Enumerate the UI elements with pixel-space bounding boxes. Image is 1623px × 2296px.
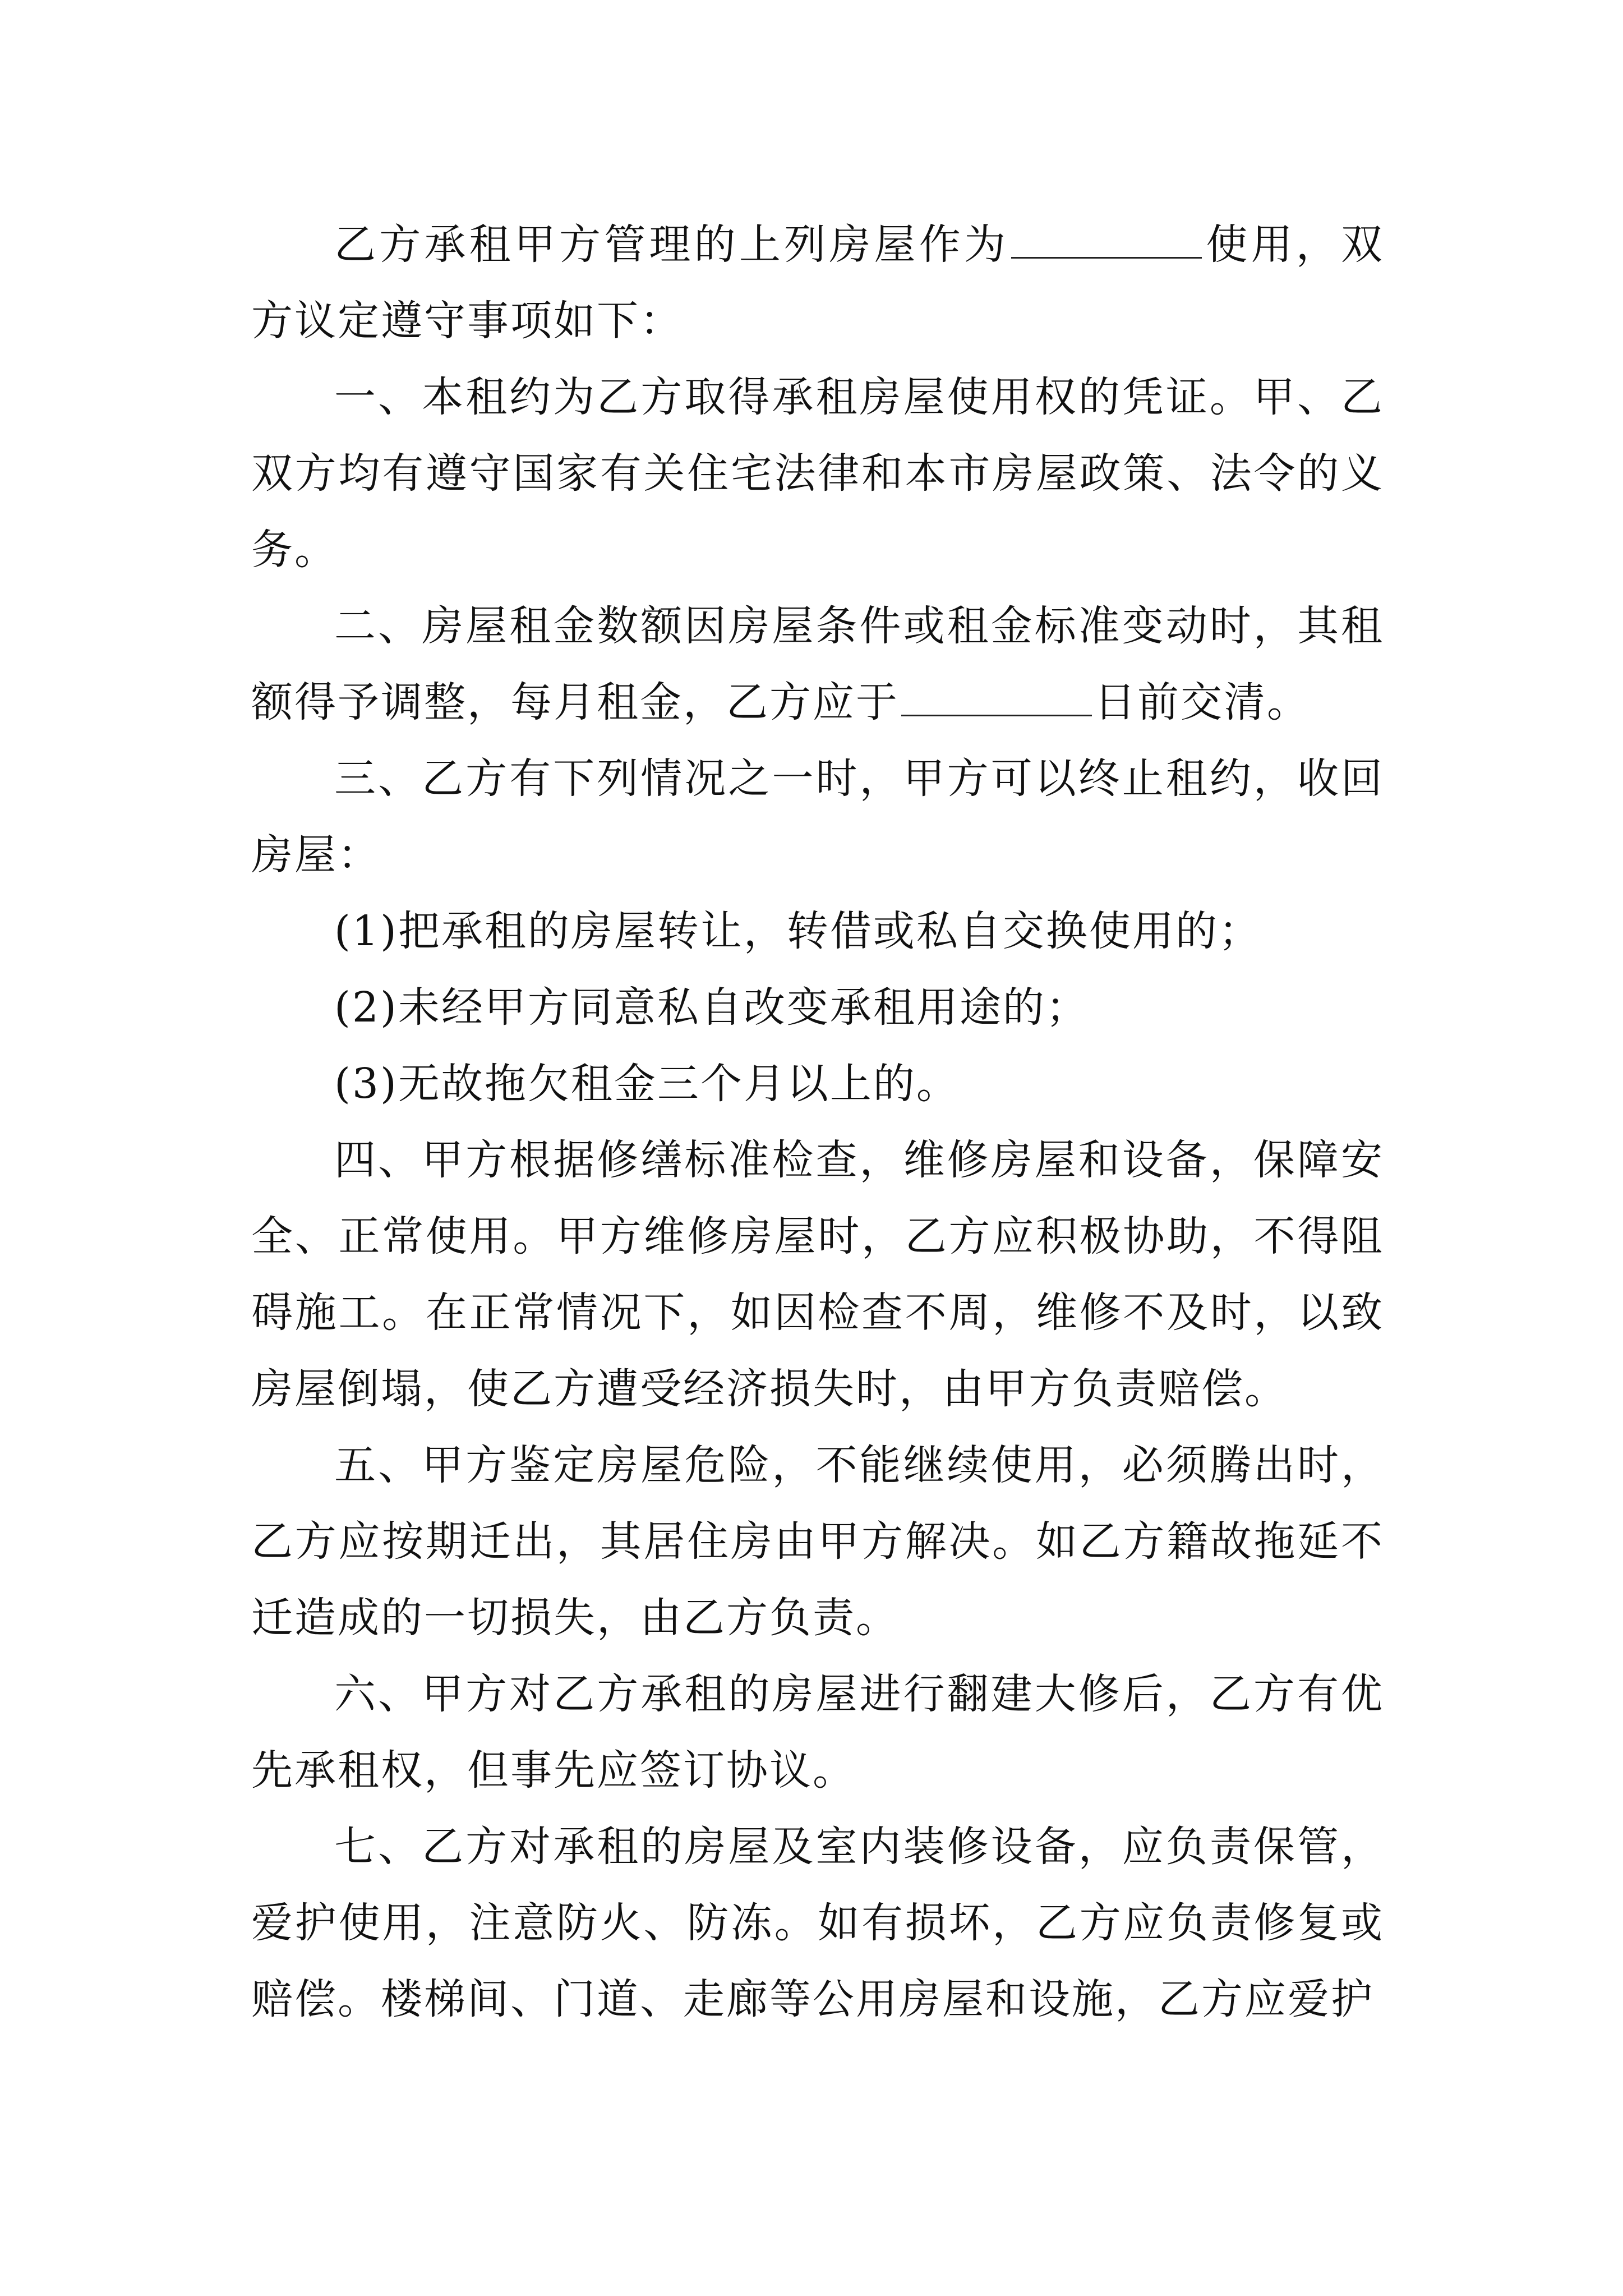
clause-5: 五、甲方鉴定房屋危险，不能继续使用，必须腾出时，乙方应按期迁出，其居住房由甲方解决。如乙方籍故拖延不迁造成的一切损失，由乙方负责。 (251, 1441, 1384, 1642)
clause-2-text-after: 日前交清。 (1094, 678, 1310, 726)
clause-3-item-2: (2)未经甲方同意私自改变承租用途的； (334, 983, 1089, 1032)
clause-2 (251, 588, 1384, 740)
clause-4: 四、甲方根据修缮标准检查，维修房屋和设备，保障安全、正常使用。甲方维修房屋时，乙方应积极协助，不得阻碍施工。在正常情况下，如因检查不周，维修不及时，以致房屋倒塌，使乙方遭受经济损失时，由甲方负责赔偿。 (251, 1136, 1384, 1413)
usage-text-before: 乙方承租甲方管理的上列房屋作为 (334, 220, 1009, 269)
document-body (251, 206, 1384, 2037)
clause-6: 六、甲方对乙方承租的房屋进行翻建大修后，乙方有优先承租权，但事先应签订协议。 (251, 1670, 1384, 1795)
clause-7: 七、乙方对承租的房屋及室内装修设备，应负责保管，爱护使用，注意防火、防冻。如有损坏，乙方应负责修复或赔偿。楼梯间、门道、走廊等公用房屋和设施，乙方应爱护 (251, 1823, 1384, 2023)
paragraph-usage (251, 206, 1384, 359)
usage-blank[interactable] (1011, 218, 1202, 259)
usage-text-after: 使用，双方议定遵守事项如下： (251, 220, 1384, 345)
clause-3-item-3: (3)无故拖欠租金三个月以上的。 (334, 1060, 960, 1108)
clause-3: 三、乙方有下列情况之一时，甲方可以终止租约，收回房屋： (251, 754, 1384, 879)
clause-1: 一、本租约为乙方取得承租房屋使用权的凭证。甲、乙双方均有遵守国家有关住宅法律和本市房屋政策、法令的义务。 (251, 373, 1384, 574)
payment-day-blank[interactable] (901, 675, 1092, 716)
clause-2-text-before: 二、房屋租金数额因房屋条件或租金标准变动时，其租额得予调整，每月租金，乙方应于 (251, 602, 1384, 726)
clause-3-item-1: (1)把承租的房屋转让，转借或私自交换使用的； (334, 907, 1262, 955)
